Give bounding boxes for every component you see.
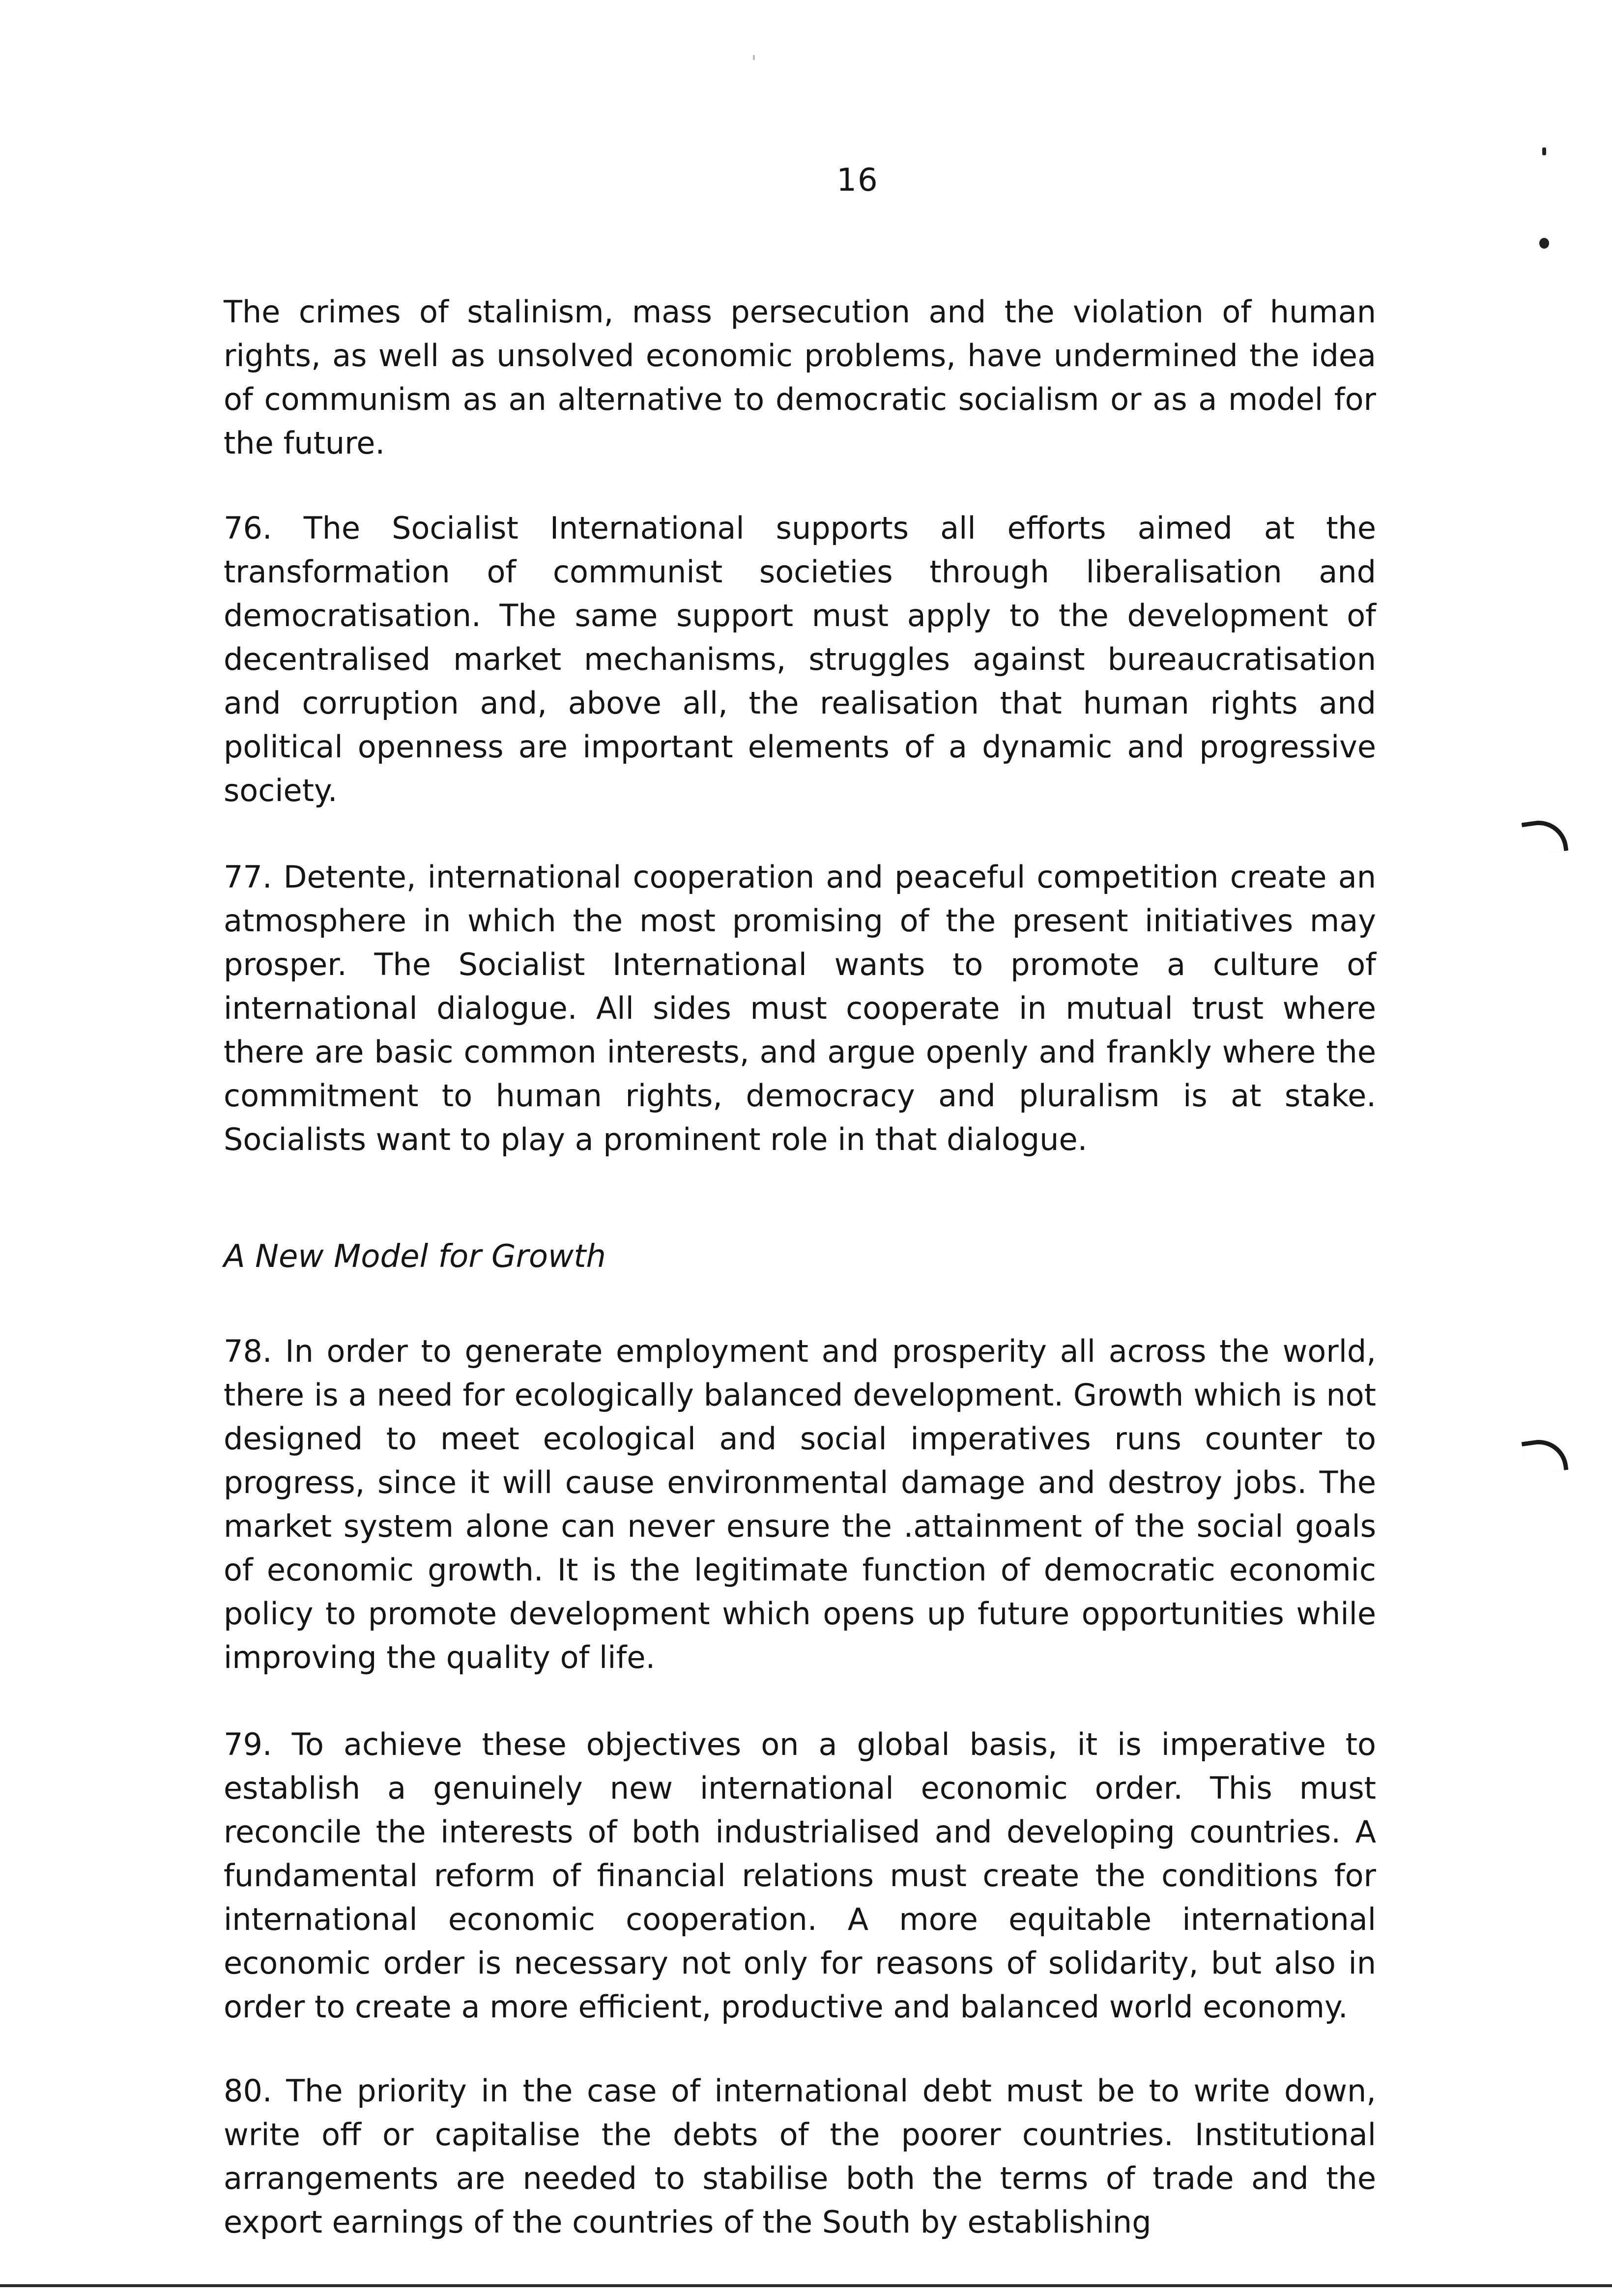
- margin-mark: [1542, 147, 1546, 155]
- paragraph-80: 80. The priority in the case of international debt must be to write down, write off or capitalise the debts of the poorer countries. Institutional arrangements are needed to stabilise both the terms of trade and the export earnings of the countries of the South by establishing: [224, 2073, 1376, 2240]
- scan-speck: [753, 55, 755, 60]
- section-heading: A New Model for Growth: [224, 1238, 606, 1275]
- paragraph-79: 79. To achieve these objectives on a global basis, it is imperative to establish a genuinely new international economic order. This must reconcile the interests of both industrialised and developing countries. A fundamental reform of financial relations must create the conditions for international economic cooperation. A more equitable international economic order is necessary not only for reasons of solidarity, but also in order to create a more efficient, productive and balanced world economy.: [224, 1726, 1376, 2025]
- margin-bracket-mark: [1522, 1436, 1569, 1475]
- margin-bracket-mark: [1522, 817, 1569, 856]
- paragraph-78: 78. In order to generate employment and prosperity all across the world, there is a need for ecologically balanced development. Growth which is not designed to meet ecological and social imperatives runs counter to progress, since it will cause environmental damage and destroy jobs. The market system alone can never ensure the .attainment of the social goals of economic growth. It is the legitimate function of democratic economic policy to promote development which opens up future opportunities while improving the quality of life.: [224, 1333, 1376, 1675]
- paragraph-75-continued: The crimes of stalinism, mass persecution and the violation of human rights, as well as unsolved economic problems, have undermined the idea of communism as an alternative to democratic socialism or as a model for the future.: [224, 294, 1376, 461]
- paragraph-76: 76. The Socialist International supports all efforts aimed at the transformation of communist societies through liberalisation and democratisation. The same support must apply to the development of decentralised market mechanisms, struggles against bureaucratisation and corruption and, above all, the realisation that human rights and political openness are important elements of a dynamic and progressive society.: [224, 510, 1376, 808]
- margin-dot: [1539, 238, 1549, 249]
- scan-bottom-edge: [0, 2284, 1612, 2287]
- page-number: 16: [836, 162, 879, 199]
- paragraph-77: 77. Detente, international cooperation and peaceful competition create an atmosphere in which the most promising of the present initiatives may prosper. The Socialist International wants to promote a culture of international dialogue. All sides must cooperate in mutual trust where there are basic common interests, and argue openly and frankly where the commitment to human rights, democracy and pluralism is at stake. Socialists want to play a prominent role in that dialogue.: [224, 859, 1376, 1157]
